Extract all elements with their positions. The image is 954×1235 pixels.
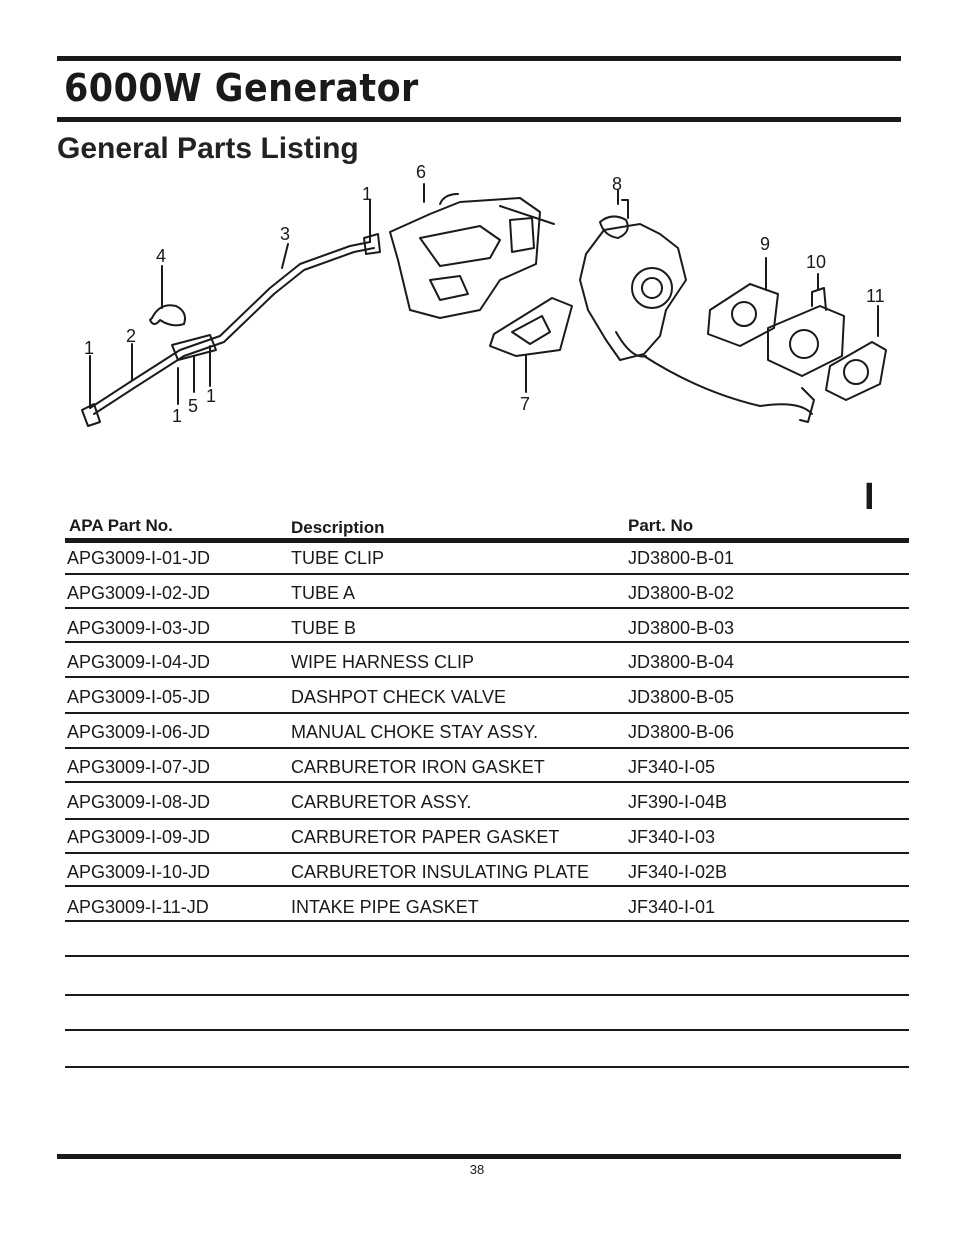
iron-gasket-drawing	[490, 298, 572, 356]
header-part-no: Part. No	[628, 516, 694, 535]
callout-label: 6	[416, 162, 427, 182]
part-description: INTAKE PIPE GASKET	[291, 897, 479, 917]
exploded-parts-diagram	[60, 160, 900, 460]
callout-label: 11	[866, 286, 885, 306]
apa-part-number: APG3009-I-10-JD	[67, 862, 211, 882]
row-divider	[65, 712, 909, 714]
part-description: CARBURETOR INSULATING PLATE	[291, 862, 590, 882]
callout-label: 9	[760, 234, 771, 254]
mfr-part-number: JD3800-B-04	[628, 652, 735, 672]
mfr-part-number: JF390-I-04B	[628, 792, 728, 812]
apa-part-number: APG3009-I-01-JD	[67, 548, 211, 568]
mfr-part-number: JD3800-B-01	[628, 548, 735, 568]
page-title: 6000W Generator	[64, 66, 419, 110]
choke-stay-drawing	[390, 198, 540, 318]
part-description: TUBE B	[291, 618, 357, 638]
apa-part-number: APG3009-I-04-JD	[67, 652, 211, 672]
apa-part-number: APG3009-I-09-JD	[67, 827, 211, 847]
callout-label: 5	[188, 396, 199, 416]
mfr-part-number: JD3800-B-03	[628, 618, 735, 638]
callout-label: 4	[156, 246, 167, 266]
empty-row-divider	[65, 1066, 909, 1068]
apa-part-number: APG3009-I-02-JD	[67, 583, 211, 603]
apa-part-number: APG3009-I-07-JD	[67, 757, 211, 777]
row-divider	[65, 852, 909, 854]
callout-label: 10	[806, 252, 827, 272]
mfr-part-number: JD3800-B-06	[628, 722, 735, 742]
part-description: CARBURETOR PAPER GASKET	[291, 827, 560, 847]
part-description: TUBE CLIP	[291, 548, 385, 568]
row-divider	[65, 920, 909, 922]
table-header-rule	[65, 538, 909, 543]
part-description: WIPE HARNESS CLIP	[291, 652, 475, 672]
part-description: MANUAL CHOKE STAY ASSY.	[291, 722, 539, 742]
row-divider	[65, 607, 909, 609]
callout-label: 1	[206, 386, 217, 406]
footer-rule	[57, 1154, 901, 1159]
callout-label: 1	[172, 406, 183, 426]
mfr-part-number: JD3800-B-05	[628, 687, 735, 707]
apa-part-number: APG3009-I-11-JD	[67, 897, 209, 917]
callout-label: 1	[362, 184, 373, 204]
row-divider	[65, 641, 909, 643]
row-divider	[65, 676, 909, 678]
section-title: General Parts Listing	[57, 132, 359, 165]
header-apa-part-no: APA Part No.	[69, 516, 173, 535]
intake-gasket-drawing	[826, 342, 886, 400]
row-divider	[65, 781, 909, 783]
part-description: TUBE A	[291, 583, 356, 603]
part-description: CARBURETOR ASSY.	[291, 792, 472, 812]
callout-label: 3	[280, 224, 291, 244]
callout-label: 1	[84, 338, 95, 358]
header-description: Description	[291, 518, 385, 537]
empty-row-divider	[65, 1029, 909, 1031]
callout-label: 8	[612, 174, 623, 194]
row-divider	[65, 818, 909, 820]
header-top-rule	[57, 56, 901, 61]
callout-label: 2	[126, 326, 137, 346]
mfr-part-number: JF340-I-01	[628, 897, 716, 917]
row-divider	[65, 573, 909, 575]
row-divider	[65, 885, 909, 887]
part-description: CARBURETOR IRON GASKET	[291, 757, 545, 777]
mfr-part-number: JF340-I-02B	[628, 862, 728, 882]
apa-part-number: APG3009-I-08-JD	[67, 792, 211, 812]
row-divider	[65, 747, 909, 749]
tube-b-drawing	[90, 242, 370, 408]
mfr-part-number: JD3800-B-02	[628, 583, 735, 603]
apa-part-number: APG3009-I-06-JD	[67, 722, 211, 742]
harness-clip-drawing	[150, 305, 185, 325]
mfr-part-number: JF340-I-03	[628, 827, 716, 847]
page-number: 38	[469, 1162, 485, 1177]
section-letter: I	[864, 476, 875, 518]
apa-part-number: APG3009-I-05-JD	[67, 687, 211, 707]
part-description: DASHPOT CHECK VALVE	[291, 687, 507, 707]
empty-row-divider	[65, 994, 909, 996]
callout-label: 7	[520, 394, 531, 414]
header-bottom-rule	[57, 117, 901, 122]
empty-row-divider	[65, 955, 909, 957]
apa-part-number: APG3009-I-03-JD	[67, 618, 211, 638]
mfr-part-number: JF340-I-05	[628, 757, 716, 777]
